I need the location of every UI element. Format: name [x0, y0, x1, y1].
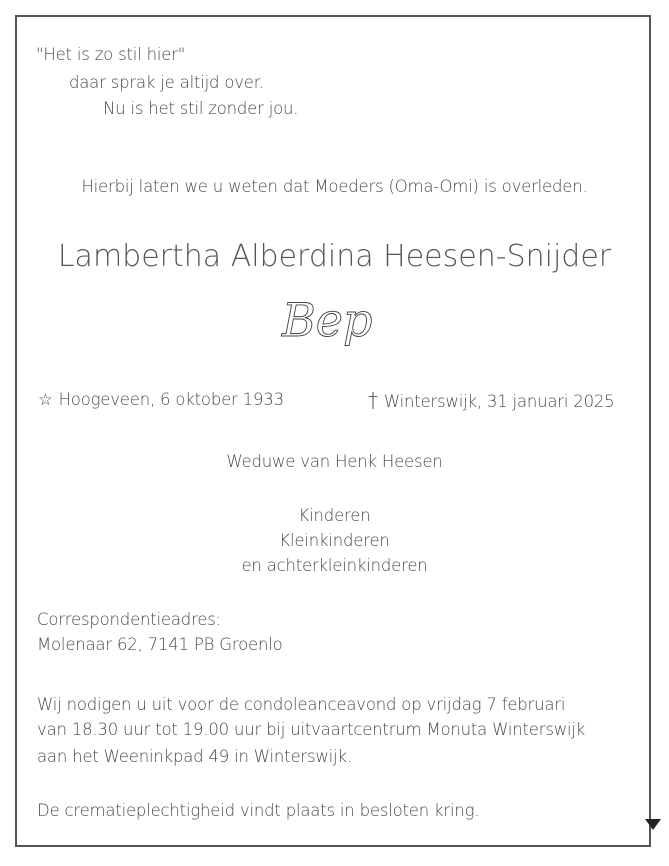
star-outline-icon: ☆	[38, 390, 53, 409]
relatives-line-1: Kinderen	[298, 506, 371, 525]
nickname-text: Bep	[282, 293, 373, 347]
poem-line-2: daar sprak je altijd over.	[69, 73, 264, 92]
relatives-line-2: Kleinkinderen	[279, 531, 390, 550]
invitation-line-3: aan het Weeninkpad 49 in Winterswijk.	[37, 747, 352, 766]
poem-line-3: Nu is het stil zonder jou.	[103, 99, 299, 118]
widow-line: Weduwe van Henk Heesen	[226, 452, 443, 471]
poem-line-1: "Het is zo stil hier"	[36, 45, 186, 64]
deceased-full-name: Lambertha Alberdina Heesen-Snijder	[57, 239, 612, 274]
correspondence-label: Correspondentieadres:	[37, 610, 221, 629]
triangle-down-icon	[643, 817, 663, 831]
closing-text: De crematieplechtigheid vindt plaats in besloten kring.	[37, 801, 480, 820]
death-text: Winterswijk, 31 januari 2025	[383, 392, 615, 411]
birth-info	[38, 389, 284, 411]
relatives-line-3: en achterkleinkinderen	[241, 556, 428, 575]
birth-text: Hoogeveen, 6 oktober 1933	[58, 390, 284, 409]
announcement-text: Hierbij laten we u weten dat Moeders (Oma-Omi) is overleden.	[81, 177, 588, 196]
invitation-line-2: van 18.30 uur tot 19.00 uur bij uitvaartcentrum Monuta Winterswijk	[37, 720, 586, 739]
death-info	[368, 389, 614, 413]
correspondence-address: Molenaar 62, 7141 PB Groenlo	[37, 635, 283, 654]
nickname-signature	[270, 290, 400, 360]
invitation-line-1: Wij nodigen u uit voor de condoleanceavond op vrijdag 7 februari	[37, 695, 566, 714]
cross-icon: †	[368, 388, 378, 412]
